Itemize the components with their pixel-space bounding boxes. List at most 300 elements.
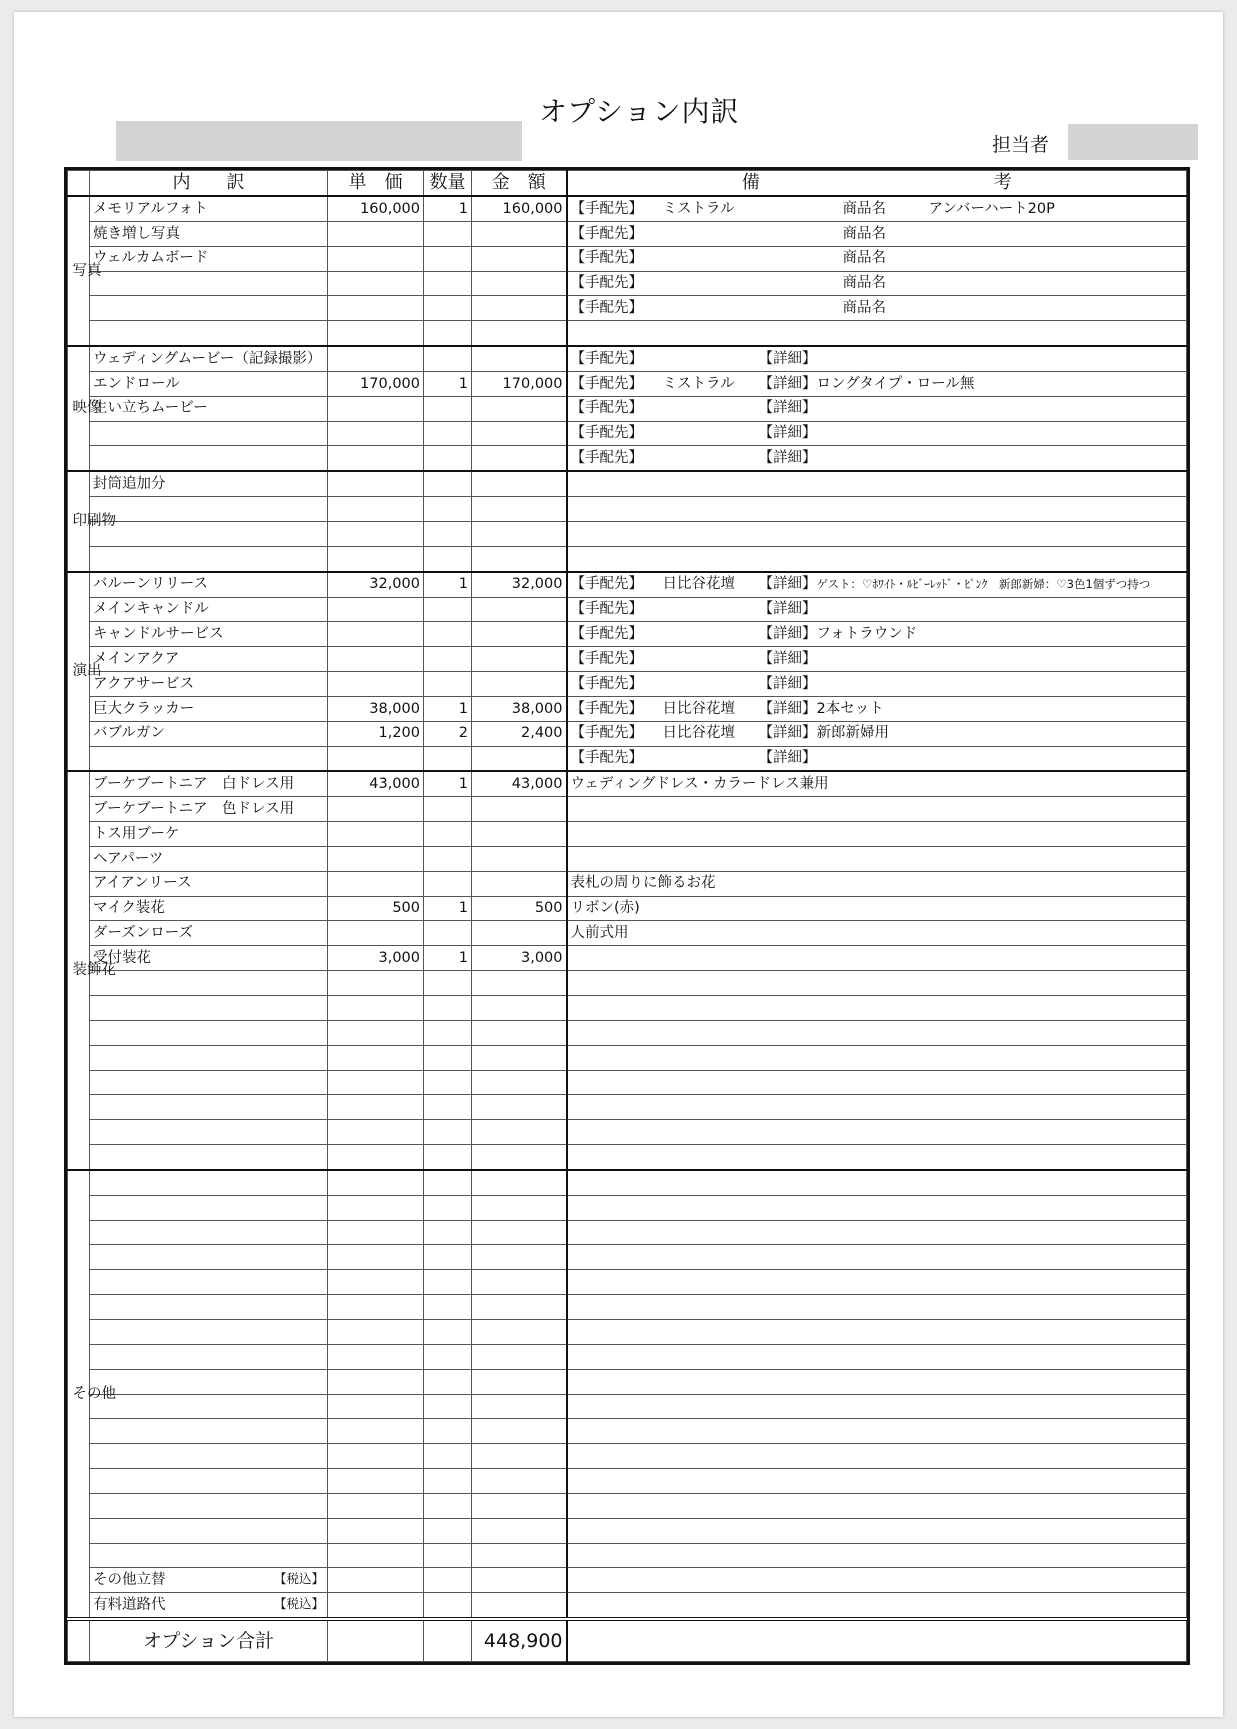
- unit-price-cell: 38,000: [328, 696, 424, 721]
- item-cell: [90, 196, 328, 221]
- section-label-cell: [68, 771, 116, 1170]
- item-cell: [90, 1493, 328, 1518]
- table-row: [68, 371, 1187, 396]
- amount-cell: 160,000: [472, 196, 567, 221]
- amount-cell: [472, 1369, 567, 1394]
- supplier-label: 【手配先】: [570, 400, 643, 417]
- table-row: [68, 622, 1187, 647]
- supplier-label: 【手配先】: [570, 350, 643, 367]
- item-cell: [90, 471, 328, 496]
- supplier-name: 日比谷花壇: [662, 576, 735, 593]
- notes-cell: [567, 1469, 1187, 1494]
- item-cell: [90, 296, 328, 321]
- notes-cell: [567, 746, 1187, 771]
- notes-cell: [567, 1593, 1187, 1619]
- notes-cell: [567, 321, 1187, 346]
- amount-cell: [472, 1045, 567, 1070]
- amount-cell: [472, 1145, 567, 1170]
- table-row: [68, 346, 1187, 371]
- amount-cell: [472, 1344, 567, 1369]
- note-text: ウェディングドレス・カラードレス兼用: [570, 776, 829, 793]
- item-cell: [90, 996, 328, 1021]
- quantity-cell: [424, 1568, 472, 1593]
- item-cell: [90, 696, 328, 721]
- table-row: [68, 497, 1187, 522]
- unit-price-cell: [328, 1469, 424, 1494]
- quantity-cell: [424, 622, 472, 647]
- notes-cell: [567, 1095, 1187, 1120]
- notes-cell: [567, 221, 1187, 246]
- item-cell: [90, 746, 328, 771]
- quantity-cell: [424, 446, 472, 471]
- header-quantity: 数量: [424, 171, 472, 197]
- item-cell: [90, 1419, 328, 1444]
- supplier-label: 【手配先】: [570, 650, 643, 667]
- unit-price-cell: [328, 246, 424, 271]
- item-cell: [90, 521, 328, 546]
- section-label-cell: [68, 346, 102, 471]
- quantity-cell: [424, 421, 472, 446]
- item-name: トス用ブーケ: [93, 825, 180, 842]
- supplier-name: ミストラル: [662, 375, 735, 392]
- unit-price-cell: [328, 296, 424, 321]
- quantity-cell: [424, 271, 472, 296]
- item-cell: [90, 1568, 328, 1593]
- notes-cell: [567, 1045, 1187, 1070]
- amount-cell: [472, 1120, 567, 1145]
- section-label-cell: [68, 572, 102, 772]
- unit-price-cell: 170,000: [328, 371, 424, 396]
- amount-cell: [472, 971, 567, 996]
- section-label: 映像: [72, 400, 102, 417]
- unit-price-cell: [328, 846, 424, 871]
- item-cell: [90, 421, 328, 446]
- unit-price-cell: [328, 971, 424, 996]
- notes-cell: [567, 672, 1187, 697]
- quantity-cell: [424, 647, 472, 672]
- supplier-label: 【手配先】: [570, 626, 643, 643]
- quantity-cell: [424, 1170, 472, 1195]
- tax-included-label: 【税込】: [273, 1571, 324, 1587]
- notes-cell: [567, 771, 1187, 796]
- amount-cell: [472, 396, 567, 421]
- table-row: [68, 896, 1187, 921]
- amount-cell: [472, 1095, 567, 1120]
- table-row: [68, 1220, 1187, 1245]
- amount-cell: [472, 1270, 567, 1295]
- unit-price-cell: [328, 396, 424, 421]
- redacted-staff-name: [1068, 124, 1198, 160]
- item-cell: [90, 622, 328, 647]
- amount-cell: 43,000: [472, 771, 567, 796]
- unit-price-cell: [328, 622, 424, 647]
- unit-price-cell: [328, 746, 424, 771]
- notes-cell: [567, 1070, 1187, 1095]
- quantity-cell: [424, 746, 472, 771]
- notes-cell: [567, 246, 1187, 271]
- item-name: その他立替: [93, 1572, 166, 1589]
- unit-price-cell: [328, 996, 424, 1021]
- notes-cell: [567, 1394, 1187, 1419]
- notes-cell: [567, 271, 1187, 296]
- item-cell: [90, 1220, 328, 1245]
- quantity-cell: [424, 471, 472, 496]
- notes-cell: [567, 1344, 1187, 1369]
- item-cell: [90, 1195, 328, 1220]
- detail-text: 2本セット: [816, 700, 884, 717]
- table-row: [68, 1070, 1187, 1095]
- item-name: 生い立ちムービー: [93, 400, 208, 417]
- unit-price-cell: [328, 1145, 424, 1170]
- table-row: [68, 846, 1187, 871]
- supplier-name: 日比谷花壇: [662, 700, 735, 717]
- item-cell: [90, 221, 328, 246]
- item-name: アクアサービス: [93, 675, 195, 692]
- quantity-cell: 1: [424, 572, 472, 597]
- item-name: ヘアパーツ: [93, 850, 164, 867]
- amount-cell: [472, 921, 567, 946]
- amount-cell: [472, 497, 567, 522]
- notes-cell: [567, 946, 1187, 971]
- unit-price-cell: [328, 1518, 424, 1543]
- redacted-customer-name: [116, 121, 522, 161]
- item-cell: [90, 1020, 328, 1045]
- amount-cell: [472, 1444, 567, 1469]
- notes-cell: [567, 797, 1187, 822]
- table-row: [68, 446, 1187, 471]
- item-name: バルーンリリース: [93, 576, 208, 593]
- unit-price-cell: [328, 597, 424, 622]
- notes-cell: [567, 371, 1187, 396]
- total-amount: 448,900: [472, 1619, 567, 1662]
- unit-price-cell: [328, 1295, 424, 1320]
- table-row: [68, 1394, 1187, 1419]
- item-cell: [90, 647, 328, 672]
- amount-cell: 2,400: [472, 721, 567, 746]
- unit-price-cell: [328, 1095, 424, 1120]
- header-row: [68, 171, 1187, 197]
- detail-text: 新郎新婦用: [816, 725, 889, 742]
- notes-cell: [567, 346, 1187, 371]
- unit-price-cell: 32,000: [328, 572, 424, 597]
- notes-cell: [567, 896, 1187, 921]
- amount-cell: 500: [472, 896, 567, 921]
- unit-price-cell: [328, 471, 424, 496]
- table-row: [68, 1469, 1187, 1494]
- quantity-cell: [424, 1344, 472, 1369]
- unit-price-cell: [328, 1020, 424, 1045]
- supplier-label: 【手配先】: [570, 601, 643, 618]
- table-row: [68, 546, 1187, 571]
- detail-label: 【詳細】: [758, 450, 817, 467]
- quantity-cell: [424, 396, 472, 421]
- item-cell: [90, 1593, 328, 1619]
- unit-price-cell: [328, 647, 424, 672]
- quantity-cell: [424, 822, 472, 847]
- table-row: [68, 246, 1187, 271]
- amount-cell: [472, 597, 567, 622]
- item-name: ウェディングムービー（記録撮影）: [93, 350, 322, 367]
- product-name-label: 商品名: [842, 250, 886, 267]
- item-cell: [90, 921, 328, 946]
- amount-cell: [472, 822, 567, 847]
- supplier-name: 日比谷花壇: [662, 725, 735, 742]
- notes-cell: [567, 1295, 1187, 1320]
- item-cell: [90, 1120, 328, 1145]
- quantity-cell: 1: [424, 896, 472, 921]
- notes-cell: [567, 597, 1187, 622]
- notes-cell: [567, 1020, 1187, 1045]
- quantity-cell: [424, 1295, 472, 1320]
- table-row: [68, 946, 1187, 971]
- quantity-cell: 1: [424, 771, 472, 796]
- amount-cell: [472, 221, 567, 246]
- quantity-cell: [424, 921, 472, 946]
- supplier-label: 【手配先】: [570, 576, 643, 593]
- table-row: [68, 1145, 1187, 1170]
- amount-cell: [472, 446, 567, 471]
- unit-price-cell: 160,000: [328, 196, 424, 221]
- unit-price-cell: [328, 1045, 424, 1070]
- options-breakdown-table: [64, 167, 1190, 1665]
- item-cell: [90, 871, 328, 896]
- unit-price-cell: [328, 1493, 424, 1518]
- total-qty-cell: [424, 1619, 472, 1662]
- notes-cell: [567, 1419, 1187, 1444]
- detail-text: ロングタイプ・ロール無: [816, 375, 975, 392]
- table-row: [68, 196, 1187, 221]
- quantity-cell: [424, 1145, 472, 1170]
- header-section-cell: [68, 171, 90, 197]
- notes-cell: [567, 622, 1187, 647]
- quantity-cell: [424, 1270, 472, 1295]
- quantity-cell: 1: [424, 946, 472, 971]
- table-row: [68, 672, 1187, 697]
- amount-cell: 3,000: [472, 946, 567, 971]
- table-row: [68, 996, 1187, 1021]
- unit-price-cell: 1,200: [328, 721, 424, 746]
- detail-label: 【詳細】: [758, 700, 817, 717]
- amount-cell: [472, 871, 567, 896]
- item-cell: [90, 1344, 328, 1369]
- detail-label: 【詳細】: [758, 650, 817, 667]
- item-name: ブーケブートニア 色ドレス用: [93, 800, 295, 817]
- unit-price-cell: [328, 1369, 424, 1394]
- notes-cell: [567, 1245, 1187, 1270]
- item-cell: [90, 497, 328, 522]
- item-cell: [90, 1543, 328, 1568]
- notes-cell: [567, 446, 1187, 471]
- unit-price-cell: [328, 1319, 424, 1344]
- item-cell: [90, 371, 328, 396]
- amount-cell: [472, 1319, 567, 1344]
- amount-cell: [472, 1493, 567, 1518]
- quantity-cell: [424, 321, 472, 346]
- amount-cell: [472, 546, 567, 571]
- quantity-cell: [424, 1020, 472, 1045]
- quantity-cell: [424, 1518, 472, 1543]
- notes-cell: [567, 846, 1187, 871]
- amount-cell: [472, 1220, 567, 1245]
- tax-included-label: 【税込】: [273, 1595, 324, 1611]
- unit-price-cell: [328, 321, 424, 346]
- header-amount: 金 額: [472, 171, 567, 197]
- unit-price-cell: [328, 521, 424, 546]
- item-cell: [90, 946, 328, 971]
- table-row: [68, 1543, 1187, 1568]
- quantity-cell: [424, 1543, 472, 1568]
- table-row: [68, 746, 1187, 771]
- table-row: [68, 721, 1187, 746]
- total-row: [68, 1619, 1187, 1662]
- amount-cell: [472, 1394, 567, 1419]
- grid-body: [68, 196, 1187, 1619]
- amount-cell: 32,000: [472, 572, 567, 597]
- notes-cell: [567, 546, 1187, 571]
- detail-label: 【詳細】: [758, 750, 817, 767]
- quantity-cell: [424, 672, 472, 697]
- amount-cell: [472, 1245, 567, 1270]
- supplier-label: 【手配先】: [570, 750, 643, 767]
- total-section-cell: [68, 1619, 90, 1662]
- table-row: [68, 1120, 1187, 1145]
- section-label-cell: [68, 196, 102, 346]
- quantity-cell: [424, 846, 472, 871]
- detail-label: 【詳細】: [758, 626, 817, 643]
- supplier-label: 【手配先】: [570, 450, 643, 467]
- section-label: その他: [72, 1385, 116, 1402]
- item-cell: [90, 1145, 328, 1170]
- quantity-cell: [424, 1444, 472, 1469]
- item-cell: [90, 446, 328, 471]
- supplier-label: 【手配先】: [570, 250, 643, 267]
- quantity-cell: [424, 1195, 472, 1220]
- amount-cell: [472, 996, 567, 1021]
- notes-cell: [567, 1493, 1187, 1518]
- table-row: [68, 1344, 1187, 1369]
- item-name: ウェルカムボード: [93, 250, 209, 267]
- section-label-cell: [68, 1170, 116, 1619]
- table-row: [68, 871, 1187, 896]
- table-row: [68, 421, 1187, 446]
- detail-text: フォトラウンド: [816, 626, 918, 643]
- supplier-label: 【手配先】: [570, 375, 643, 392]
- quantity-cell: [424, 1070, 472, 1095]
- table-row: [68, 1518, 1187, 1543]
- item-cell: [90, 597, 328, 622]
- table-row: [68, 396, 1187, 421]
- product-name-label: 商品名: [842, 275, 886, 292]
- table-row: [68, 321, 1187, 346]
- notes-cell: [567, 421, 1187, 446]
- detail-label: 【詳細】: [758, 350, 817, 367]
- unit-price-cell: [328, 546, 424, 571]
- quantity-cell: [424, 797, 472, 822]
- table-row: [68, 696, 1187, 721]
- product-name-label: 商品名: [842, 225, 886, 242]
- item-cell: [90, 396, 328, 421]
- table-row: [68, 221, 1187, 246]
- amount-cell: [472, 1518, 567, 1543]
- table-row: [68, 921, 1187, 946]
- staff-label: 担当者: [992, 134, 1050, 156]
- notes-cell: [567, 1120, 1187, 1145]
- quantity-cell: [424, 1045, 472, 1070]
- quantity-cell: [424, 996, 472, 1021]
- unit-price-cell: [328, 346, 424, 371]
- unit-price-cell: [328, 1419, 424, 1444]
- quantity-cell: [424, 346, 472, 371]
- unit-price-cell: [328, 921, 424, 946]
- table-row: [68, 647, 1187, 672]
- table-row: [68, 1295, 1187, 1320]
- amount-cell: [472, 1170, 567, 1195]
- amount-cell: [472, 1469, 567, 1494]
- supplier-label: 【手配先】: [570, 300, 643, 317]
- quantity-cell: [424, 871, 472, 896]
- table-row: [68, 1195, 1187, 1220]
- table-row: [68, 822, 1187, 847]
- unit-price-cell: [328, 822, 424, 847]
- notes-cell: [567, 996, 1187, 1021]
- notes-cell: [567, 1270, 1187, 1295]
- detail-label: 【詳細】: [758, 425, 817, 442]
- item-cell: [90, 1394, 328, 1419]
- table-row: [68, 1045, 1187, 1070]
- unit-price-cell: 3,000: [328, 946, 424, 971]
- amount-cell: [472, 471, 567, 496]
- amount-cell: [472, 1593, 567, 1619]
- item-cell: [90, 1270, 328, 1295]
- detail-label: 【詳細】: [758, 725, 817, 742]
- item-cell: [90, 1518, 328, 1543]
- item-cell: [90, 346, 328, 371]
- page-title: オプション内訳: [539, 95, 740, 128]
- amount-cell: 38,000: [472, 696, 567, 721]
- quantity-cell: [424, 971, 472, 996]
- table-row: [68, 1170, 1187, 1195]
- section-label: 装飾花: [72, 962, 116, 979]
- supplier-label: 【手配先】: [570, 675, 643, 692]
- unit-price-cell: [328, 1394, 424, 1419]
- breakdown-grid: [67, 170, 1187, 1662]
- notes-cell: [567, 696, 1187, 721]
- item-name: 有料道路代: [93, 1596, 166, 1613]
- item-cell: [90, 896, 328, 921]
- quantity-cell: [424, 546, 472, 571]
- amount-cell: [472, 622, 567, 647]
- table-row: [68, 1095, 1187, 1120]
- item-cell: [90, 822, 328, 847]
- table-row: [68, 1568, 1187, 1593]
- amount-cell: [472, 1568, 567, 1593]
- item-name: ブーケブートニア 白ドレス用: [93, 776, 295, 793]
- item-cell: [90, 1070, 328, 1095]
- detail-label: 【詳細】: [758, 400, 817, 417]
- item-cell: [90, 672, 328, 697]
- item-cell: [90, 1469, 328, 1494]
- header-item: 内 訳: [90, 171, 328, 197]
- table-row: [68, 1444, 1187, 1469]
- notes-cell: [567, 1195, 1187, 1220]
- unit-price-cell: 500: [328, 896, 424, 921]
- item-name: キャンドルサービス: [93, 626, 224, 643]
- quantity-cell: [424, 1319, 472, 1344]
- notes-cell: [567, 1145, 1187, 1170]
- amount-cell: [472, 521, 567, 546]
- unit-price-cell: [328, 1444, 424, 1469]
- unit-price-cell: [328, 1245, 424, 1270]
